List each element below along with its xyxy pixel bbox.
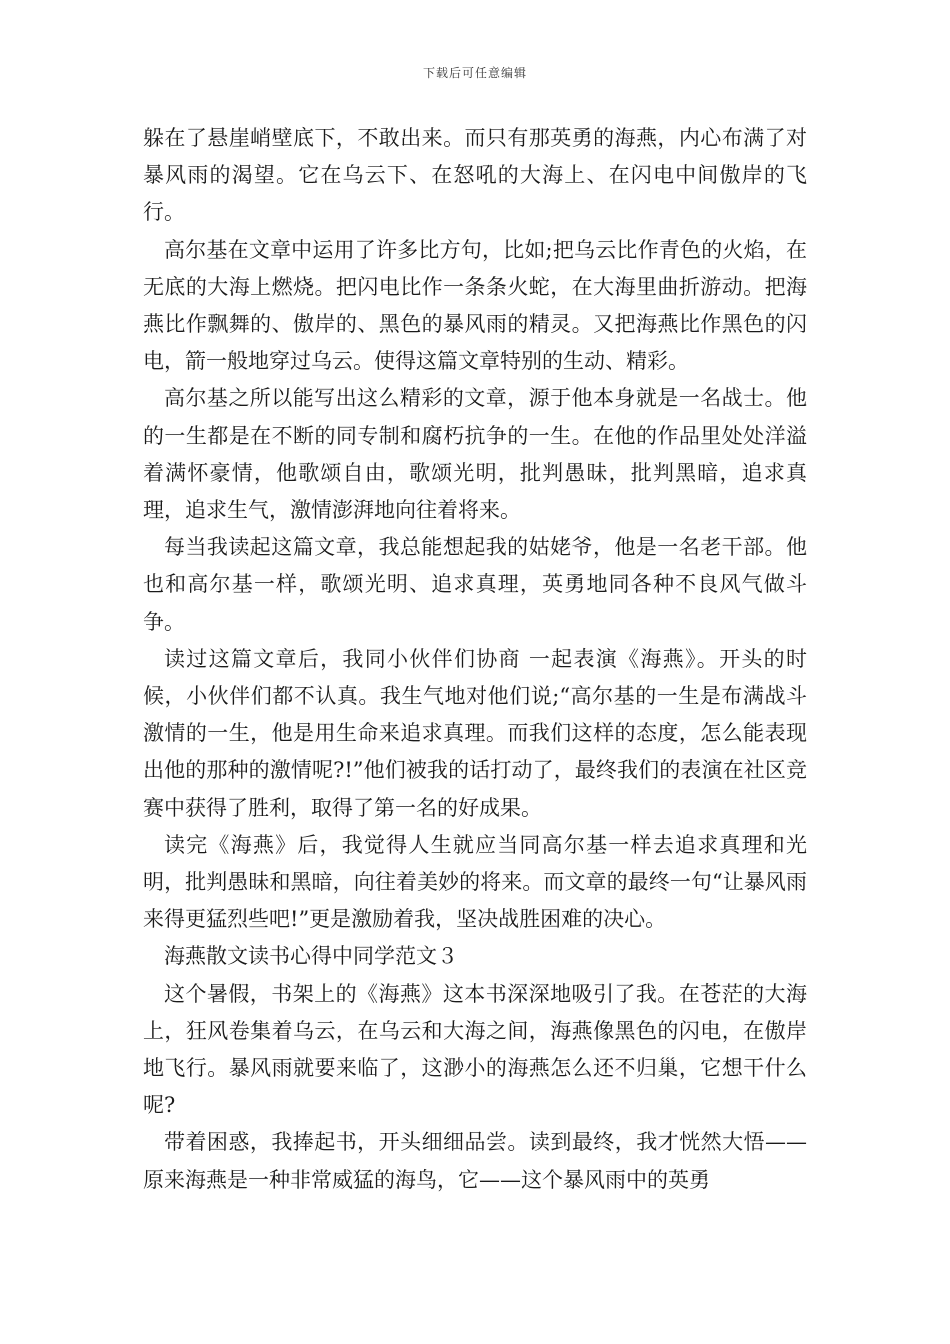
- paragraph-summer: 这个暑假，书架上的《海燕》这本书深深地吸引了我。在苍茫的大海上，狂风卷集着乌云，在乌云和大海之间，海燕像黑色的闪电，在傲岸地飞行。暴风雨就要来临了，这渺小的海燕怎么还不归巢，它想干什么呢?: [143, 981, 807, 1118]
- paragraph-gorky-fighter: 高尔基之所以能写出这么精彩的文章，源于他本身就是一名战士。他的一生都是在不断的同专制和腐朽抗争的一生。在他的作品里处处洋溢着满怀豪情，他歌颂自由，歌颂光明，批判愚昧，批判黑暗，追求真理，追求生气，激情澎湃地向往着将来。: [143, 386, 807, 523]
- paragraph-continued: 躲在了悬崖峭壁底下，不敢出来。而只有那英勇的海燕，内心布满了对暴风雨的渴望。它在乌云下、在怒吼的大海上、在闪电中间傲岸的飞行。: [143, 126, 807, 225]
- paragraph-great-uncle: 每当我读起这篇文章，我总能想起我的姑姥爷，他是一名老干部。他也和高尔基一样，歌颂光明、追求真理，英勇地同各种不良风气做斗争。: [143, 535, 807, 634]
- paragraph-performance: 读过这篇文章后，我同小伙伴们协商 一起表演《海燕》。开头的时候，小伙伴们都不认真。我生气地对他们说;“高尔基的一生是布满战斗激情的一生，他是用生命来追求真理。而我们这样的态度，怎么能表现出他的那种的激情呢?!”他们被我的话打动了，最终我们的表演在社区竞赛中获得了胜利，取得了第一名的好成果。: [143, 646, 807, 820]
- paragraph-conclusion: 读完《海燕》后，我觉得人生就应当同高尔基一样去追求真理和光明，批判愚昧和黑暗，向往着美妙的将来。而文章的最终一句“让暴风雨来得更猛烈些吧!”更是激励着我，坚决战胜困难的决心。: [143, 832, 807, 932]
- paragraph-metaphors: 高尔基在文章中运用了许多比方句，比如;把乌云比作青色的火焰，在无底的大海上燃烧。把闪电比作一条条火蛇，在大海里曲折游动。把海燕比作飘舞的、傲岸的、黑色的暴风雨的精灵。又把海燕比作黑色的闪电，箭一般地穿过乌云。使得这篇文章特别的生动、精彩。: [143, 237, 807, 374]
- paragraph-reading: 带着困惑，我捧起书，开头细细品尝。读到最终，我才恍然大悟——原来海燕是一种非常威猛的海鸟，它——这个暴风雨中的英勇: [143, 1130, 807, 1192]
- section-heading: 海燕散文读书心得中同学范文３: [164, 944, 458, 969]
- document-body: [143, 120, 807, 1199]
- page-header: 下载后可任意编辑: [422, 66, 527, 80]
